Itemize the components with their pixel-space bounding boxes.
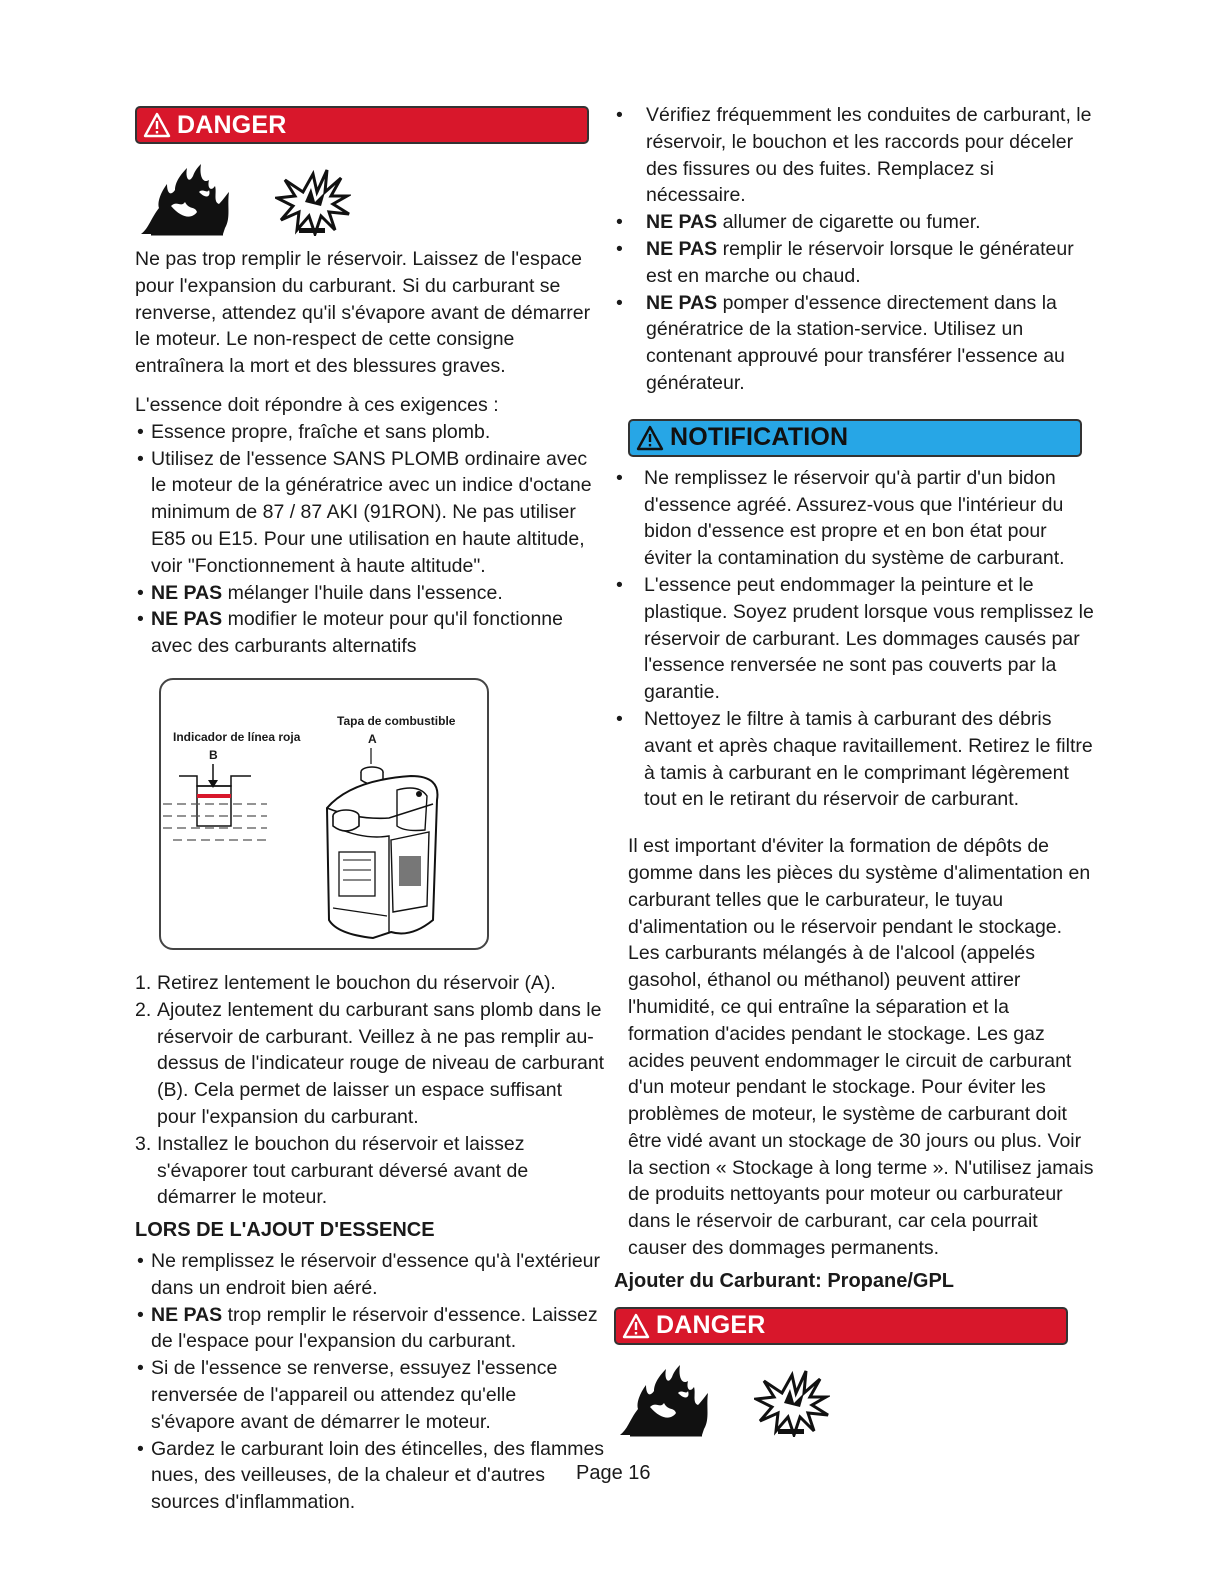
fuel-cap-label: Tapa de combustible xyxy=(337,713,456,728)
danger-banner xyxy=(135,106,589,144)
step-1: 1. Retirez lentement le bouchon du réservoir (A). xyxy=(135,971,556,994)
list-item: • NE PAS mélanger l'huile dans l'essence. xyxy=(135,580,605,607)
list-item: • NE PAS modifier le moteur pour qu'il fonctionne avec des carburants alternatifs xyxy=(135,606,605,660)
list-item: • NE PAS remplir le réservoir lorsque le générateur est en marche ou chaud. xyxy=(614,236,1094,290)
fuel-cap-letter: A xyxy=(368,731,377,746)
warning-triangle-icon xyxy=(622,1313,650,1339)
fuel-tank-figure xyxy=(159,678,489,950)
fire-hazard-icon xyxy=(616,1363,716,1437)
propane-heading: Ajouter du Carburant: Propane/GPL xyxy=(614,1269,955,1292)
list-item: • NE PAS allumer de cigarette ou fumer. xyxy=(614,209,1094,236)
step-3: 3. Installez le bouchon du réservoir et laissez s'évaporer tout carburant déversé avant de démarrer le moteur. xyxy=(135,1132,529,1209)
danger-label: DANGER xyxy=(177,110,287,139)
list-item: • Gardez le carburant loin des étincelles, des flammes nues, des veilleuses, de la chaleur et d'autres sources d'inflammation. xyxy=(135,1436,605,1516)
danger-label: DANGER xyxy=(656,1311,766,1340)
right-column xyxy=(614,102,1094,1447)
storage-paragraph: Il est important d'éviter la formation de dépôts de gomme dans les pièces du système d'alimentation en carburant telles que le carburateur, le tuyau d'alimentation ou le réservoir pendant le stockage. Les carburants mélangés à de l'alcool (appelés gasohol, éthanol ou méthanol) peuvent attirer l'humidité, ce qui entraîne la séparation et la formation d'acides pendant le stockage. Les gaz acides peuvent endommager le circuit de carburant d'un moteur pendant le stockage. Pour éviter les problèmes de moteur, le système de carburant doit être vidé avant un stockage de 30 jours ou plus. Voir la section « Stockage à long terme ». N'utilisez jamais de produits nettoyants pour moteur ou carburateur dans le réservoir de carburant, car cela pourrait causer des dommages permanents. xyxy=(628,835,1094,1260)
warning-triangle-icon xyxy=(143,112,171,138)
danger-text: Ne pas trop remplir le réservoir. Laissez de l'espace pour l'expansion du carburant. Si du carburant se renverse, attendez qu'il s'évapore avant de démarrer le moteur. Le non-respect de cette consigne entraînera la mort et des blessures graves. xyxy=(135,248,591,378)
left-column xyxy=(135,106,605,1516)
list-item: • Ne remplissez le réservoir qu'à partir d'un bidon d'essence agréé. Assurez-vous que l'intérieur du bidon d'essence est propre et en bon état pour éviter la contamination du système de carburant. xyxy=(614,465,1094,572)
list-item: • Si de l'essence se renverse, essuyez l'essence renversée de l'appareil ou attendez qu'elle s'évapore avant de démarrer le moteur. xyxy=(135,1355,605,1435)
red-line-label: Indicador de línea roja xyxy=(173,729,301,744)
list-item: • Ne remplissez le réservoir d'essence qu'à l'extérieur dans un endroit bien aéré. xyxy=(135,1248,605,1302)
list-item: • Utilisez de l'essence SANS PLOMB ordinaire avec le moteur de la génératrice avec un indice d'octane minimum de 87 / 87 AKI (91RON). Ne pas utiliser E85 ou E15. Pour une utilisation en haute altitude, voir "Fonctionnement à haute altitude". xyxy=(135,446,605,580)
danger-banner-2 xyxy=(614,1307,1068,1345)
explosion-hazard-icon xyxy=(275,166,351,236)
list-item: • NE PAS pomper d'essence directement dans la génératrice de la station-service. Utilisez un contenant approuvé pour transférer l'essence au générateur. xyxy=(614,290,1094,397)
list-item: • Vérifiez fréquemment les conduites de carburant, le réservoir, le bouchon et les raccords pour déceler des fissures ou des fuites. Remplacez si nécessaire. xyxy=(614,102,1094,209)
list-item: • Nettoyez le filtre à tamis à carburant des débris avant et après chaque ravitaillement. Retirez le filtre à tamis à carburant en le comprimant légèrement tout en le retirant du réservoir de carburant. xyxy=(614,706,1094,813)
requirements-intro: L'essence doit répondre à ces exigences : xyxy=(135,393,499,416)
warning-triangle-icon xyxy=(636,425,664,451)
list-item: • Essence propre, fraîche et sans plomb. xyxy=(135,419,605,446)
section-heading: LORS DE L'AJOUT D'ESSENCE xyxy=(135,1219,435,1242)
list-item: • NE PAS trop remplir le réservoir d'essence. Laissez de l'espace pour l'expansion du carburant. xyxy=(135,1302,605,1356)
hazard-pictograms-2 xyxy=(616,1359,1094,1437)
notification-banner xyxy=(628,419,1082,457)
step-2: 2. Ajoutez lentement du carburant sans plomb dans le réservoir de carburant. Veillez à ne pas remplir au-dessus de l'indicateur rouge de niveau de carburant (B). Cela permet de laisser un espace suffisant pour l'expansion du carburant. xyxy=(135,998,605,1128)
red-line-letter: B xyxy=(209,747,218,762)
notification-label: NOTIFICATION xyxy=(670,423,849,452)
page-number: Page 16 xyxy=(576,1462,651,1484)
list-item: • L'essence peut endommager la peinture et le plastique. Soyez prudent lorsque vous remplissez le réservoir de carburant. Les dommages causés par l'essence renversée ne sont pas couverts par la garantie. xyxy=(614,572,1094,706)
fuel-level-diagram xyxy=(161,680,487,948)
hazard-pictograms xyxy=(137,158,605,236)
fire-hazard-icon xyxy=(137,162,237,236)
explosion-hazard-icon xyxy=(754,1367,830,1437)
